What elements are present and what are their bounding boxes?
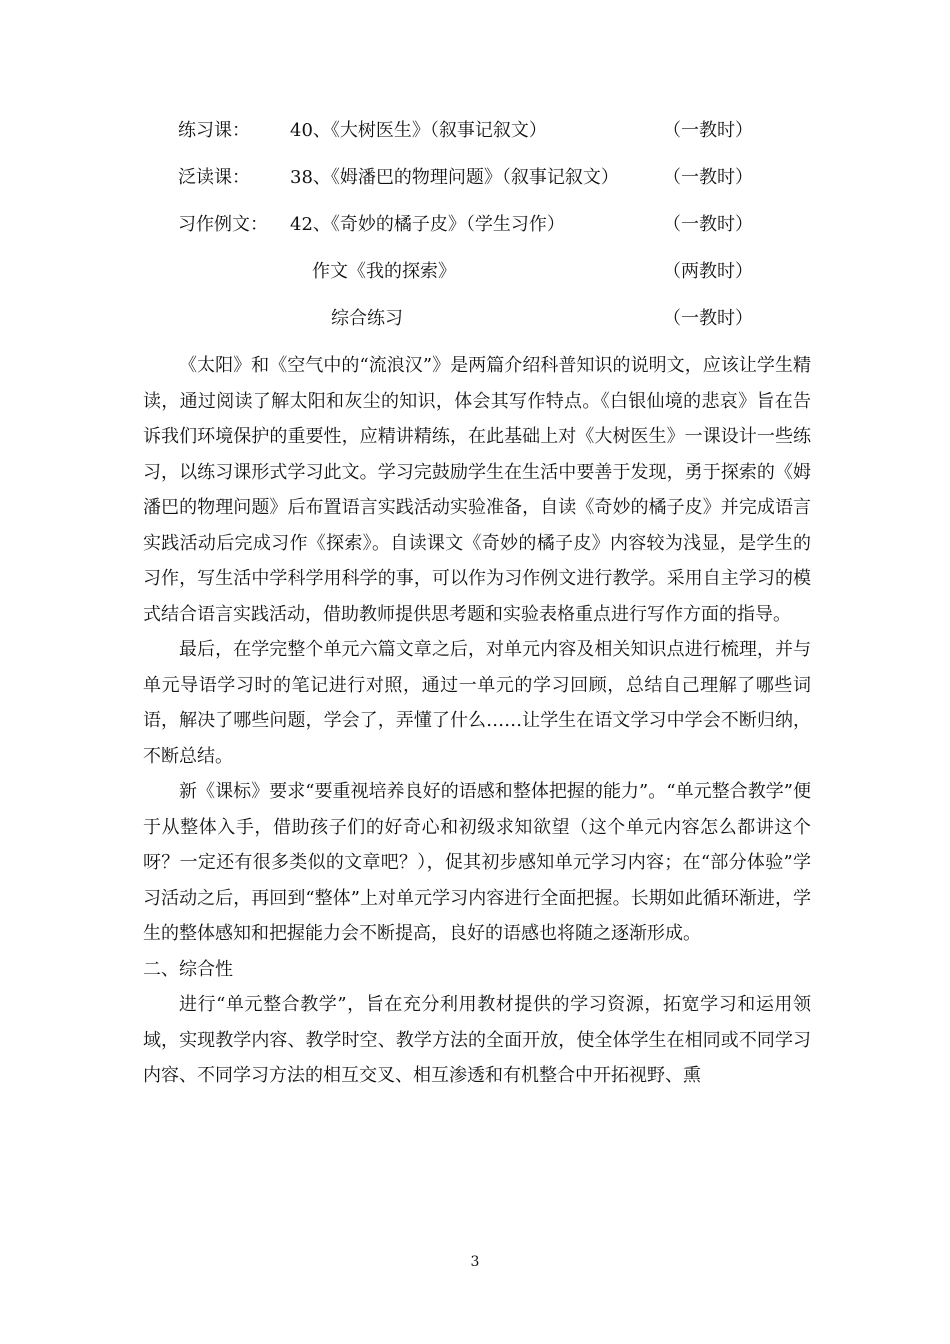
schedule-row-extensive-reading xyxy=(0,163,950,193)
paragraph: 新《课标》要求“要重视培养良好的语感和整体把握的能力”。“单元整合教学”便于从整体入手，借助孩子们的好奇心和初级求知欲望（这个单元内容怎么都讲这个呀？一定还有很多类似的文章吧？），促其初步感知单元学习内容；在“部分体验”学习活动之后，再回到“整体”上对单元学习内容进行全面把握。长期如此循环渐进，学生的整体感知和把握能力会不断提高，良好的语感也将随之逐渐形成。 xyxy=(143,781,811,944)
schedule-hours: （一教时） xyxy=(663,308,753,329)
schedule-hours: （一教时） xyxy=(663,120,753,141)
body-text xyxy=(143,348,811,1094)
schedule-title: 38、《姆潘巴的物理问题》（叙事记叙文） xyxy=(290,167,619,188)
schedule-label: 习作例文： xyxy=(178,214,268,235)
schedule-label: 泛读课： xyxy=(178,167,250,188)
schedule-row-comprehensive-practice xyxy=(0,304,950,334)
schedule-label: 练习课： xyxy=(178,120,250,141)
schedule-title: 40、《大树医生》（叙事记叙文） xyxy=(290,120,547,141)
paragraph: 最后，在学完整个单元六篇文章之后，对单元内容及相关知识点进行梳理，并与单元导语学习时的笔记进行对照，通过一单元的学习回顾，总结自己理解了哪些词语，解决了哪些问题，学会了，弄懂了什么……让学生在语文学习中学会不断归纳，不断总结。 xyxy=(143,639,811,767)
paragraph: 《太阳》和《空气中的“流浪汉”》是两篇介绍科普知识的说明文，应该让学生精读，通过阅读了解太阳和灰尘的知识，体会其写作特点。《白银仙境的悲哀》旨在告诉我们环境保护的重要性，应精讲精练，在此基础上对《大树医生》一课设计一些练习，以练习课形式学习此文。学习完鼓励学生在生活中要善于发现，勇于探索的《姆潘巴的物理问题》后布置语言实践活动实验准备，自读《奇妙的橘子皮》并完成语言实践活动后完成习作《探索》。自读课文《奇妙的橘子皮》内容较为浅显，是学生的习作，写生活中学科学用科学的事，可以作为习作例文进行教学。采用自主学习的模式结合语言实践活动，借助教师提供思考题和实验表格重点进行写作方面的指导。 xyxy=(143,355,811,625)
schedule-title: 综合练习 xyxy=(331,308,403,329)
section-heading: 二、综合性 xyxy=(143,958,233,980)
page-number: 3 xyxy=(470,1254,480,1270)
schedule-title: 42、《奇妙的橘子皮》（学生习作） xyxy=(290,214,565,235)
paragraph: 进行“单元整合教学”，旨在充分利用教材提供的学习资源，拓宽学习和运用领域，实现教学内容、教学时空、教学方法的全面开放，使全体学生在相同或不同学习内容、不同学习方法的相互交叉、相互渗透和有机整合中开拓视野、熏 xyxy=(143,994,811,1086)
schedule-hours: （一教时） xyxy=(663,214,753,235)
schedule-row-practice xyxy=(0,116,950,146)
schedule-row-composition xyxy=(0,257,950,287)
schedule-row-model-essay xyxy=(0,210,950,240)
schedule-hours: （两教时） xyxy=(663,261,753,282)
schedule-hours: （一教时） xyxy=(663,167,753,188)
schedule-title: 作文《我的探索》 xyxy=(312,261,456,282)
